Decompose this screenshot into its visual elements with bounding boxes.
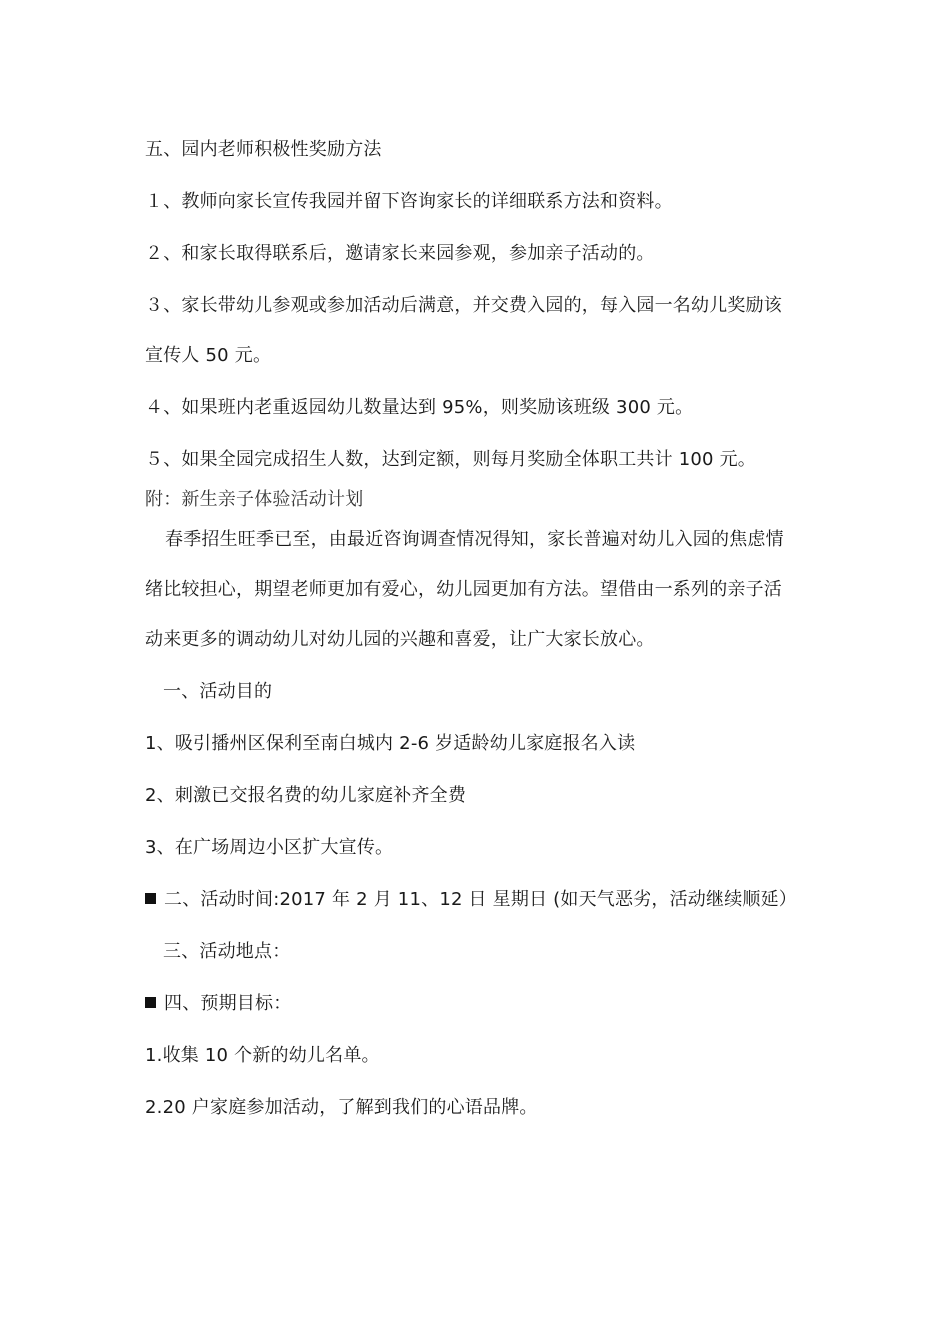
reward-item-2: ２、和家长取得联系后，邀请家长来园参观，参加亲子活动的。 [145,243,655,264]
time-line [145,887,797,913]
place-line: 三、活动地点： [163,941,291,962]
appendix-title: 附：新生亲子体验活动计划 [145,489,364,510]
purpose-heading: 一、活动目的 [163,681,273,702]
goal-heading: 四、预期目标： [164,993,292,1014]
square-bullet-icon [145,893,156,904]
purpose-item-2: 2、刺激已交报名费的幼儿家庭补齐全费 [145,785,467,806]
purpose-item-1: 1、吸引播州区保利至南白城内 2-6 岁适龄幼儿家庭报名入读 [145,733,636,754]
section-heading: 五、园内老师积极性奖励方法 [145,139,382,160]
intro-paragraph-line-3: 动来更多的调动幼儿对幼儿园的兴趣和喜爱，让广大家长放心。 [145,629,655,650]
reward-item-5: ５、如果全园完成招生人数，达到定额，则每月奖励全体职工共计 100 元。 [145,449,756,470]
square-bullet-icon [145,997,156,1008]
reward-item-4: ４、如果班内老重返园幼儿数量达到 95%，则奖励该班级 300 元。 [145,397,694,418]
goal-item-2: 2.20 户家庭参加活动，了解到我们的心语品牌。 [145,1097,538,1118]
intro-paragraph-line-2: 绪比较担心，期望老师更加有爱心，幼儿园更加有方法。望借由一系列的亲子活 [145,579,782,600]
purpose-item-3: 3、在广场周边小区扩大宣传。 [145,837,394,858]
goal-heading-line [145,991,291,1017]
goal-item-1: 1.收集 10 个新的幼儿名单。 [145,1045,380,1066]
intro-paragraph-line-1: 春季招生旺季已至，由最近咨询调查情况得知，家长普遍对幼儿入园的焦虑情 [165,529,784,550]
reward-item-3: ３、家长带幼儿参观或参加活动后满意，并交费入园的，每入园一名幼儿奖励该 [145,295,782,316]
reward-item-3-continued: 宣传人 50 元。 [145,345,272,366]
reward-item-1: １、教师向家长宣传我园并留下咨询家长的详细联系方法和资料。 [145,191,673,212]
time-text: 二、活动时间:2017 年 2 月 11、12 日 星期日 (如天气恶劣，活动继续顺延） [164,889,798,910]
